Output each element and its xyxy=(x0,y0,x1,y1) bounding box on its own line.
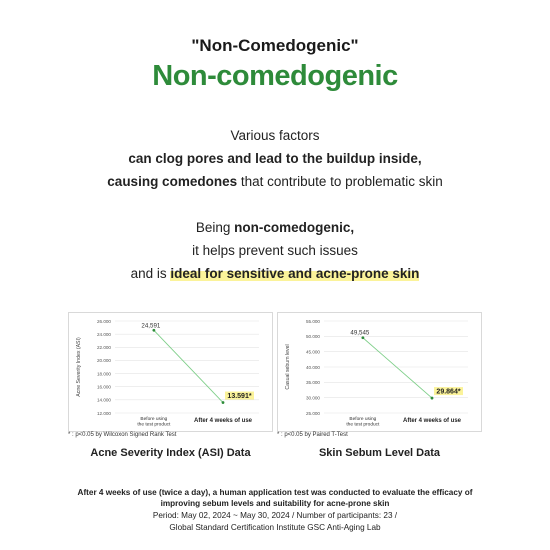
series-line xyxy=(154,330,223,402)
x-tick-label: After 4 weeks of use xyxy=(193,418,253,424)
y-axis-label: Casual sebum level xyxy=(285,344,291,390)
benefit-highlight: ideal for sensitive and acne-prone skin xyxy=(170,266,420,281)
point-label-before: 24,591 xyxy=(141,322,161,330)
sebum-level-chart-svg xyxy=(278,313,481,431)
y-tick-label: 16.000 xyxy=(96,384,111,390)
y-tick-label: 45.000 xyxy=(305,349,320,355)
sebum-level-chart xyxy=(277,312,482,432)
acne-severity-chart-svg xyxy=(69,313,272,431)
data-point xyxy=(361,336,364,339)
y-tick-label: 30.000 xyxy=(305,395,320,401)
y-tick-label: 40.000 xyxy=(305,364,320,370)
benefit-line-2: it helps prevent such issues xyxy=(192,243,358,258)
acne-severity-chart xyxy=(68,312,273,432)
y-tick-label: 24.000 xyxy=(96,331,111,337)
x-tick-label: Before using xyxy=(349,417,377,422)
page-title: Non-comedogenic xyxy=(152,60,398,92)
y-tick-label: 50.000 xyxy=(305,334,320,340)
x-tick-label: Before using xyxy=(140,417,168,422)
intro-line-3-rest: that contribute to problematic skin xyxy=(237,174,443,189)
study-line-1: After 4 weeks of use (twice a day), a human application test was conducted to evaluate the efficacy of xyxy=(77,488,473,497)
benefit-line-1-pre: Being xyxy=(195,220,235,235)
intro-line-1: Various factors xyxy=(230,128,320,143)
benefit-line-1-bold: non-comedogenic, xyxy=(234,220,355,235)
study-line-3: Period: May 02, 2024 ~ May 30, 2024 / Number of participants: 23 / xyxy=(152,511,398,520)
point-label-before: 49,545 xyxy=(350,329,370,337)
y-tick-label: 55.000 xyxy=(305,318,320,324)
intro-line-3 xyxy=(0,174,550,189)
data-point xyxy=(152,329,155,332)
point-label-after: 13.591* xyxy=(227,392,252,400)
data-point xyxy=(222,401,225,404)
acne-chart-title: Acne Severity Index (ASI) Data xyxy=(90,447,251,459)
y-tick-label: 35.000 xyxy=(305,380,320,386)
x-tick-label: the test product xyxy=(137,422,171,428)
y-tick-label: 22.000 xyxy=(96,345,111,351)
y-tick-label: 14.000 xyxy=(96,397,111,403)
data-point xyxy=(431,397,434,400)
benefit-line-3 xyxy=(0,266,550,281)
y-tick-label: 18.000 xyxy=(96,371,111,377)
acne-chart-footnote: * : p<0.05 by Wilcoxon Signed Rank Test xyxy=(68,432,177,438)
y-tick-label: 12.000 xyxy=(96,410,111,416)
sebum-chart-title: Skin Sebum Level Data xyxy=(318,447,441,459)
series-line xyxy=(363,338,432,398)
benefit-line-3-pre: and is xyxy=(130,266,171,281)
title-quote: "Non-Comedogenic" xyxy=(191,36,359,55)
study-line-2: improving sebum levels and suitability for acne-prone skin xyxy=(160,499,390,508)
sebum-chart-footnote: * : p<0.05 by Paired T-Test xyxy=(277,432,348,438)
y-tick-label: 26.000 xyxy=(96,318,111,324)
y-tick-label: 20.000 xyxy=(96,358,111,364)
x-tick-label: After 4 weeks of use xyxy=(402,418,462,424)
y-tick-label: 25.000 xyxy=(305,410,320,416)
x-tick-label: the test product xyxy=(346,422,380,428)
point-label-after: 29.864* xyxy=(436,388,461,396)
y-axis-label: Acne Severity Index (ASI) xyxy=(76,337,82,397)
benefit-line-1 xyxy=(0,220,550,235)
intro-line-2: can clog pores and lead to the buildup inside, xyxy=(128,151,422,166)
intro-line-3-bold: causing comedones xyxy=(107,174,238,189)
study-line-4: Global Standard Certification Institute GSC Anti-Aging Lab xyxy=(169,523,381,532)
